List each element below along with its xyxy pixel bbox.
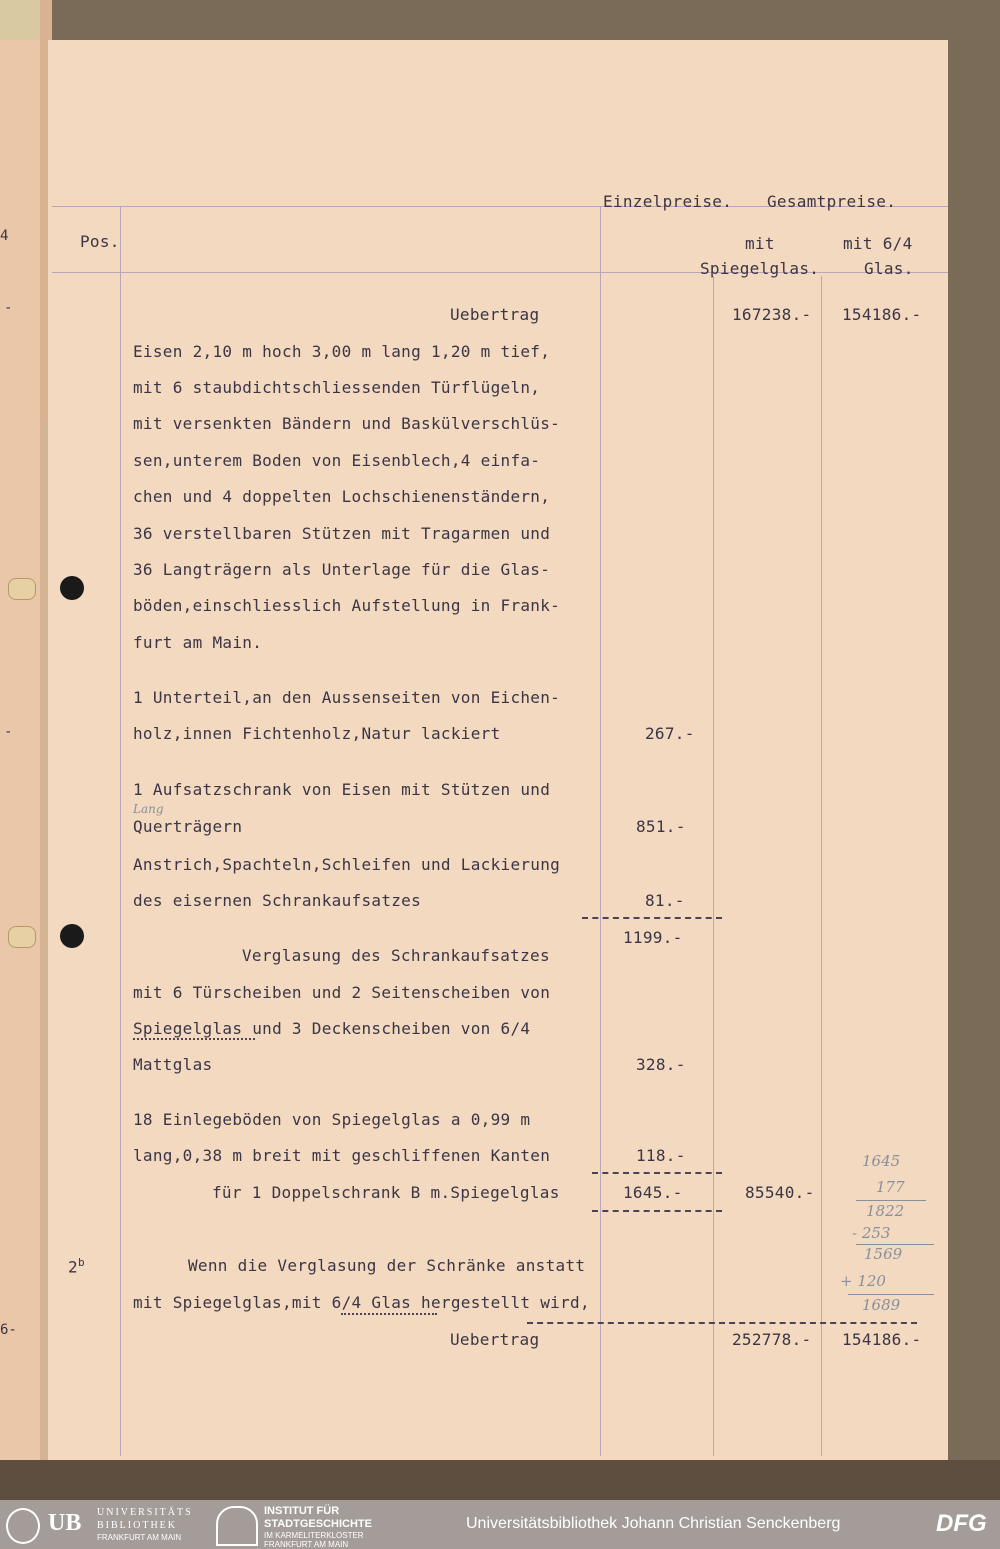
unterteil-price: 267.-	[645, 724, 695, 743]
aufsatz-line-1: 1 Aufsatzschrank von Eisen mit Stützen und	[133, 780, 551, 799]
aufsatz-handwritten-correction: Lang	[133, 802, 164, 816]
header-mit-spiegelglas-2: Spiegelglas.	[700, 259, 820, 278]
wenn-line-2	[133, 1293, 590, 1312]
ub-name-line-2: BIBLIOTHEK	[97, 1520, 177, 1531]
header-pos: Pos.	[80, 232, 120, 251]
pencil-rule	[848, 1294, 934, 1295]
final-sum-rule	[527, 1322, 917, 1324]
description-line: chen und 4 doppelten Lochschienenständern,	[133, 487, 551, 506]
boeden-line-2: lang,0,38 m breit mit geschliffenen Kanten	[133, 1146, 551, 1165]
underlined-spiegelglas: Spiegelglas	[133, 1019, 243, 1038]
underlined-6-4-glas: 6/4 Glas	[331, 1293, 412, 1312]
boeden-price: 118.-	[636, 1146, 686, 1165]
boeden-line-1: 18 Einlegeböden von Spiegelglas a 0,99 m	[133, 1110, 531, 1129]
verglasung-line-3-rest: und 3 Deckenscheiben von 6/4	[242, 1019, 531, 1038]
verglasung-line-1: Verglasung des Schrankaufsatzes	[242, 946, 550, 965]
doppelschrank-label: für 1 Doppelschrank B m.Spiegelglas	[212, 1183, 560, 1202]
scan-background-strip	[0, 1460, 1000, 1500]
unterteil-line-2: holz,innen Fichtenholz,Natur lackiert	[133, 724, 501, 743]
uebertrag-label-bottom: Uebertrag	[450, 1330, 540, 1349]
ub-name-line-1: UNIVERSITÄTS	[97, 1507, 193, 1518]
pencil-calc-line: 1822	[866, 1202, 905, 1220]
sum-rule	[582, 917, 722, 919]
spiegel-column-rule	[713, 276, 714, 1456]
doppelschrank-einzel: 1645.-	[623, 1183, 683, 1202]
header-gesamtpreise: Gesamtpreise.	[767, 192, 897, 211]
description-line: mit versenkten Bändern und Baskülverschlüs-	[133, 414, 561, 433]
underline-spiegelglas	[133, 1038, 255, 1040]
description-line: sen,unterem Boden von Eisenblech,4 einfa-	[133, 451, 541, 470]
verglasung-line-3	[133, 1019, 530, 1038]
uebertrag-glas-top: 154186.-	[842, 305, 922, 324]
institut-line-1: INSTITUT FÜR	[264, 1505, 340, 1517]
binding-tab	[0, 0, 40, 40]
verglasung-line-2: mit 6 Türscheiben und 2 Seitenscheiben von	[133, 983, 551, 1002]
institut-line-3: IM KARMELITERKLOSTER	[264, 1531, 364, 1540]
description-line: 36 verstellbaren Stützen mit Tragarmen und	[133, 524, 551, 543]
anstrich-line-2: des eisernen Schrankaufsatzes	[133, 891, 422, 910]
punch-hole	[60, 924, 84, 948]
verglasung-line-4: Mattglas	[133, 1055, 213, 1074]
anstrich-price: 81.-	[645, 891, 685, 910]
description-line: mit 6 staubdichtschliessenden Türflügeln,	[133, 378, 541, 397]
dfg-logo: DFG	[936, 1510, 987, 1537]
einzel-column-rule	[600, 206, 601, 1456]
ub-seal-icon	[6, 1508, 40, 1544]
header-mit-glas-2: Glas.	[864, 259, 914, 278]
header-mit-spiegelglas-1: mit	[745, 234, 775, 253]
pos-column-rule	[120, 206, 121, 1456]
wenn-line-1: Wenn die Verglasung der Schränke anstatt	[188, 1256, 586, 1275]
header-einzelpreise: Einzelpreise.	[603, 192, 733, 211]
anstrich-line-1: Anstrich,Spachteln,Schleifen und Lackierung	[133, 855, 561, 874]
pencil-calc-line: + 120	[840, 1272, 886, 1290]
aufsatz-line-2: Querträgern	[133, 817, 243, 836]
pencil-calc-line: 1569	[864, 1245, 903, 1263]
pencil-calc-line: 1645	[862, 1152, 901, 1170]
institut-line-2: STADTGESCHICHTE	[264, 1518, 372, 1530]
verglasung-price: 328.-	[636, 1055, 686, 1074]
institut-line-4: FRANKFURT AM MAIN	[264, 1540, 349, 1549]
binding-ring	[8, 578, 36, 600]
pencil-calc-line: - 253	[852, 1224, 891, 1242]
uebertrag-spiegel-top: 167238.-	[732, 305, 812, 324]
margin-mark: -	[4, 300, 13, 316]
position-number: 2	[68, 1257, 78, 1277]
footer-banner	[0, 1500, 1000, 1549]
sum-rule	[592, 1210, 722, 1212]
footer-library-name: Universitätsbibliothek Johann Christian Senckenberg	[466, 1515, 841, 1532]
aufsatz-price: 851.-	[636, 817, 686, 836]
description-line: böden,einschliesslich Aufstellung in Frank-	[133, 596, 561, 615]
unterteil-line-1: 1 Unterteil,an den Aussenseiten von Eichen-	[133, 688, 561, 707]
pencil-calc-line: 1689	[862, 1296, 901, 1314]
punch-hole	[60, 576, 84, 600]
description-line: Eisen 2,10 m hoch 3,00 m lang 1,20 m tief,	[133, 342, 551, 361]
underline-6-4-glas	[341, 1313, 437, 1315]
pencil-rule	[856, 1200, 926, 1201]
uebertrag-glas-bottom: 154186.-	[842, 1330, 922, 1349]
document-page	[48, 40, 948, 1460]
glas-column-rule	[821, 276, 822, 1456]
uebertrag-spiegel-bottom: 252778.-	[732, 1330, 812, 1349]
description-line: furt am Main.	[133, 633, 263, 652]
margin-mark: 4	[0, 228, 9, 244]
ub-name-line-3: FRANKFURT AM MAIN	[97, 1533, 182, 1542]
wenn-line-2-end: hergestellt wird,	[411, 1293, 590, 1312]
subtotal-price: 1199.-	[623, 928, 683, 947]
margin-mark: -	[4, 724, 13, 740]
position-superscript: b	[77, 1256, 85, 1269]
institut-logo-icon	[216, 1506, 258, 1546]
doppelschrank-gesamt: 85540.-	[745, 1183, 815, 1202]
ub-logo-letters: UB	[48, 1510, 82, 1536]
binding-ring	[8, 926, 36, 948]
wenn-line-2-start: mit Spiegelglas,mit	[133, 1293, 332, 1312]
description-line: 36 Langträgern als Unterlage für die Glas-	[133, 560, 551, 579]
position-2b	[68, 1256, 85, 1276]
margin-mark: 6-	[0, 1322, 17, 1338]
binding-thread	[44, 420, 46, 1500]
sum-rule	[592, 1172, 722, 1174]
uebertrag-label-top: Uebertrag	[450, 305, 540, 324]
pencil-calc-line: 177	[876, 1178, 905, 1196]
header-mit-glas-1: mit 6/4	[843, 234, 913, 253]
